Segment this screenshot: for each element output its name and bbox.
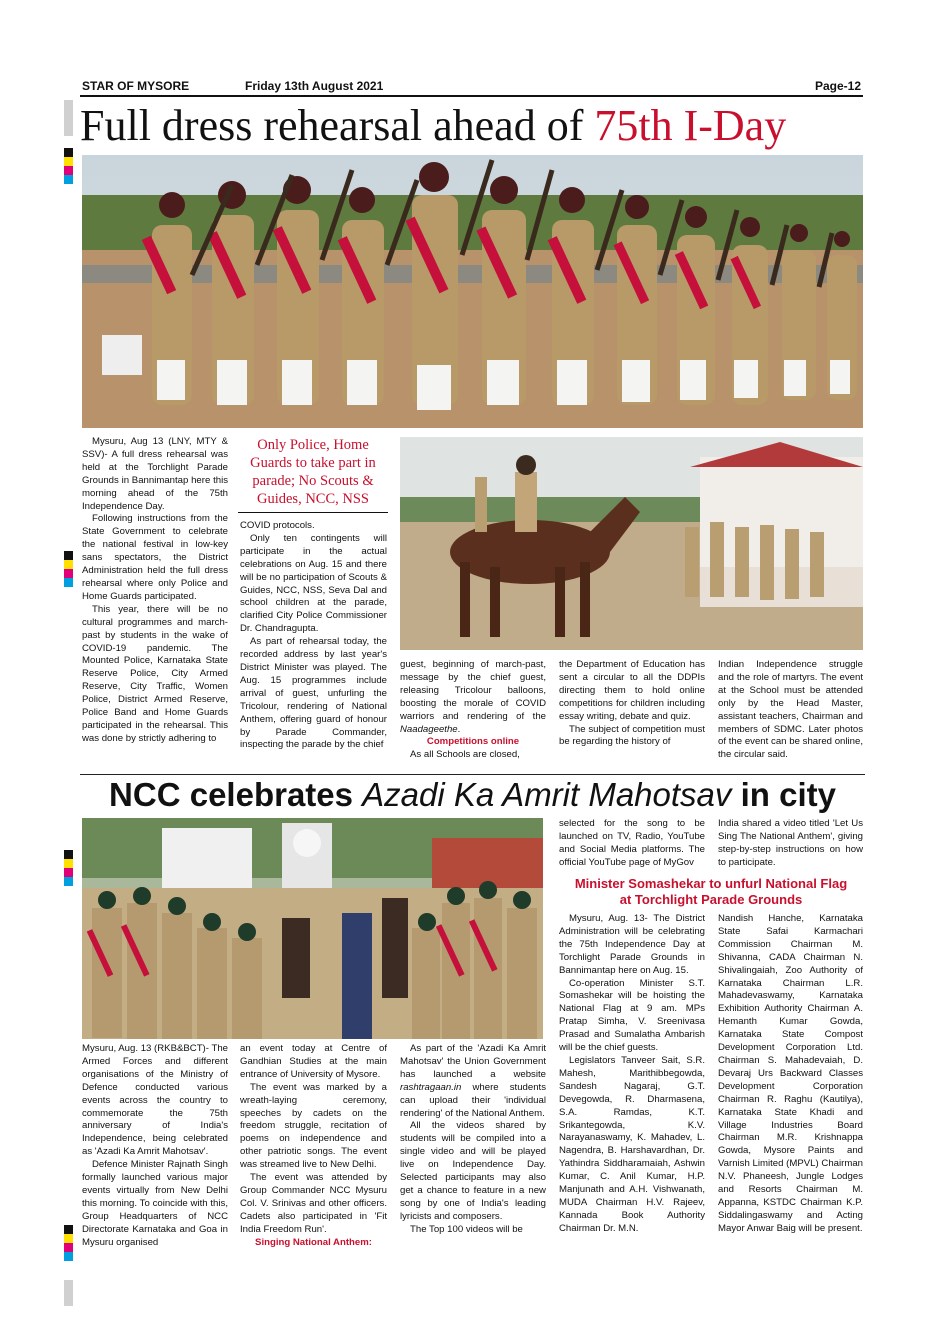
paragraph: Co-operation Minister S.T. Somashekar will be hoisting the National Flag at 9 am. MPs Pratap Simha, V. Sreenivasa Prasad and Sumalatha Ambarish will be the chief guests. <box>559 977 705 1054</box>
story3-column-2 <box>718 913 863 1267</box>
registration-mark <box>64 850 73 886</box>
photo-ncc-cadets <box>82 818 543 1039</box>
paragraph: the Department of Education has sent a circular to all the DDPIs directing them to hold online competitions for children including essay writing, debate and quiz. <box>559 659 705 722</box>
story3-column-1 <box>559 913 705 1267</box>
paragraph: Following instructions from the State Government to celebrate the national festival in low-key sans spectators, the District Administration held the full dress rehearsal where only Police and Home Guards participated. <box>82 513 228 602</box>
page-number: Page-12 <box>814 79 861 93</box>
issue-date: Friday 13th August 2021 <box>245 79 384 93</box>
paragraph: India shared a video titled 'Let Us Sing The National Anthem', giving step-by-step instructions on how to participate. <box>718 818 863 868</box>
italic-term: Naadageethe <box>400 723 458 735</box>
headline-part: in city <box>731 776 836 813</box>
paragraph: The event was attended by Group Commander NCC Mysuru Col. V. Srinivas and other officers. Cadets also participated in 'Fit India Freedom Run'. <box>240 1172 387 1235</box>
paragraph: Mysuru, Aug 13 (LNY, MTY & SSV)- A full dress rehearsal was held at the Torchlight Parade Grounds in Bannimantap here this morning ahead of the 75th Independence Day. <box>82 436 228 512</box>
story1-column-2 <box>240 520 387 772</box>
paragraph: The event was marked by a wreath-laying ceremony, speeches by cadets on the freedom struggle, recitation of poems on independence and other patriotic songs. The event was streamed live to New Delhi. <box>240 1081 387 1171</box>
story2-column-4 <box>559 818 705 872</box>
story2-column-3 <box>400 1043 546 1267</box>
headline-line: Minister Somashekar to unfurl National Flag <box>574 876 848 891</box>
paragraph: Mysuru, Aug. 13- The District Administration will be celebrating the 75th Independence Day at Torchlight Parade Grounds in Bannimantap here on Aug. 15. <box>559 913 705 976</box>
headline-minister-somashekar <box>559 876 863 910</box>
paragraph: As all Schools are closed, <box>410 749 520 761</box>
page-header <box>80 79 863 97</box>
registration-mark <box>64 1280 73 1306</box>
registration-mark <box>64 1225 73 1261</box>
paragraph: The subject of competition must be regarding the history of <box>559 723 705 748</box>
headline-part: NCC celebrates <box>109 776 363 813</box>
pull-quote: Only Police, Home Guards to take part in parade; No Scouts & Guides, NCC, NSS <box>238 436 388 513</box>
paragraph: Indian Independence struggle and the role of martyrs. The event at the School must be attended only by the Head Master, assistant teachers, Chairman and members of SDMC. Later photos of the event can be shared online, the circular said. <box>718 659 863 761</box>
headline-italic-part: Azadi Ka Amrit Mahotsav <box>362 776 732 813</box>
text: where students can upload their 'individual rendering' of the National Anthem. <box>400 1081 546 1119</box>
story2-column-1 <box>82 1043 228 1267</box>
paper-name: STAR OF MYSORE <box>82 79 190 93</box>
paragraph: selected for the song to be launched on TV, Radio, YouTube and Social Media platforms. The official YouTube page of MyGov <box>559 818 705 868</box>
paragraph: Defence Minister Rajnath Singh formally launched various major events virtually from New Delhi this morning. To coincide with this, Group Headquarters of NCC Directorate Karnataka and Goa in Mysuru organised <box>82 1159 228 1248</box>
story1-column-4 <box>559 659 705 772</box>
story1-column-3 <box>400 659 546 772</box>
paragraph: guest, beginning of march-past, message by the chief guest, releasing Tricolour balloons, boosting the morale of COVID warriors and rendering of the Naadageethe. <box>400 659 546 735</box>
photo-police-march-past <box>82 155 863 428</box>
paragraph: Mysuru, Aug. 13 (RKB&BCT)- The Armed Forces and different organisations of the Ministry of Defence conducted various events across the country to commemorate the 75th anniversary of India's Independence, being celebrated as 'Azadi Ka Amrit Mahotsav'. <box>82 1043 228 1158</box>
text: guest, beginning of march-past, message by the chief guest, releasing Tricolour balloons, boosting the morale of COVID warriors and rendering of the <box>400 659 546 722</box>
headline-red-part: 75th I-Day <box>594 101 787 150</box>
story1-column-5 <box>718 659 863 772</box>
headline-black-part: Full dress rehearsal ahead of <box>80 101 595 150</box>
story2-column-2 <box>240 1043 387 1267</box>
paragraph: Legislators Tanveer Sait, S.R. Mahesh, Marithibbegowda, Sandesh Nagaraj, G.T. Devegowda, R. Dharmasena, S.A. Ramdas, K.T. Srikantegowda, K.V. Narayanaswamy, K. Mahadev, L. Nagendra, B. Harshavardhan, Dr. Yathindra Siddharamaiah, Ashwin Kumar, C. Anil Kumar, H.P. Manjunath and A.H. Vishwanath, MUDA Chairman H.V. Rajeev, Kannada Book Authority Chairman Dr. M.N. <box>559 1054 705 1234</box>
paragraph: This year, there will be no cultural programmes and march-past by students in the wake of COVID-19 pandemic. The Mounted Police, Karnataka State Reserve Police, City Armed Reserve, City Traffic, Women Police, District Armed Reserve, Police Band and Home Guards participated in the rehearsal. This was done by strictly adhering to <box>82 603 228 744</box>
text: As part of the 'Azadi Ka Amrit Mahotsav' the Union Government has launched a website <box>400 1043 546 1080</box>
story1-column-1 <box>82 436 228 772</box>
website-name: rashtragaan.in <box>400 1081 462 1093</box>
story2-column-5 <box>718 818 863 872</box>
paragraph: As part of rehearsal today, the recorded address by last year's District Minister was played. The Aug. 15 programmes include arrival of guest, unfurling the Tricolour, rendering of National Anthem, offering guard of honour by Parade Commander, inspecting the parade by the chief <box>240 636 387 751</box>
headline-ncc-celebrates <box>80 774 865 815</box>
paragraph: Only ten contingents will participate in the actual celebrations on Aug. 15 and there will be no participation of Scouts & Guides, NCC, NSS, Seva Dal and school children at the parade, clarified City Police Commissioner Dr. Chandragupta. <box>240 532 387 635</box>
paragraph: an event today at Centre of Gandhian Studies at the main entrance of University of Mysore. <box>240 1043 387 1080</box>
photo-mounted-police <box>400 437 863 650</box>
headline-line: at Torchlight Parade Grounds <box>619 892 803 907</box>
paragraph <box>400 1043 546 1120</box>
paragraph: The Top 100 videos will be <box>410 1223 523 1235</box>
subheading: Competitions online <box>426 736 520 748</box>
subheading: Singing National Anthem: <box>255 1236 372 1248</box>
registration-mark <box>64 551 73 587</box>
paragraph: All the videos shared by students will be compiled into a single video and will be played live on Independence Day. Selected participants may also get a chance to feature in a new song by one of India's leading lyricists and composers. <box>400 1120 546 1222</box>
registration-mark <box>64 100 73 136</box>
paragraph: COVID protocols. <box>240 520 315 531</box>
headline-full-dress-rehearsal <box>80 100 865 152</box>
registration-mark <box>64 148 73 184</box>
paragraph: Nandish Hanche, Karnataka State Safai Karmachari Commission Chairman M. Shivanna, CADA Chairman N. Shivalingaiah, Zoo Authority of Karnataka Chairman L.R. Mahadevaswamy, Karnataka Exhibition Authority Chairman A. Hemanth Kumar Gowda, Karnataka State Compost Development Corporation Ltd. Chairman S. Mahadevaiah, D. Devaraj Urs Backward Classes Development Corporation Chairman R. Raghu (Kautilya), Karnataka State Khadi and Village Industries Board Chairman M.R. Krishnappa Gowda, Mysore Paints and Varnish Limited (MPVL) Chairman N.V. Phaneesh, Jungle Lodges and Resorts Chairman M. Appanna, KSTDC Chairman K.P. Siddalingaswamy and Acting Mayor Anwar Baig will be present. <box>718 913 863 1234</box>
